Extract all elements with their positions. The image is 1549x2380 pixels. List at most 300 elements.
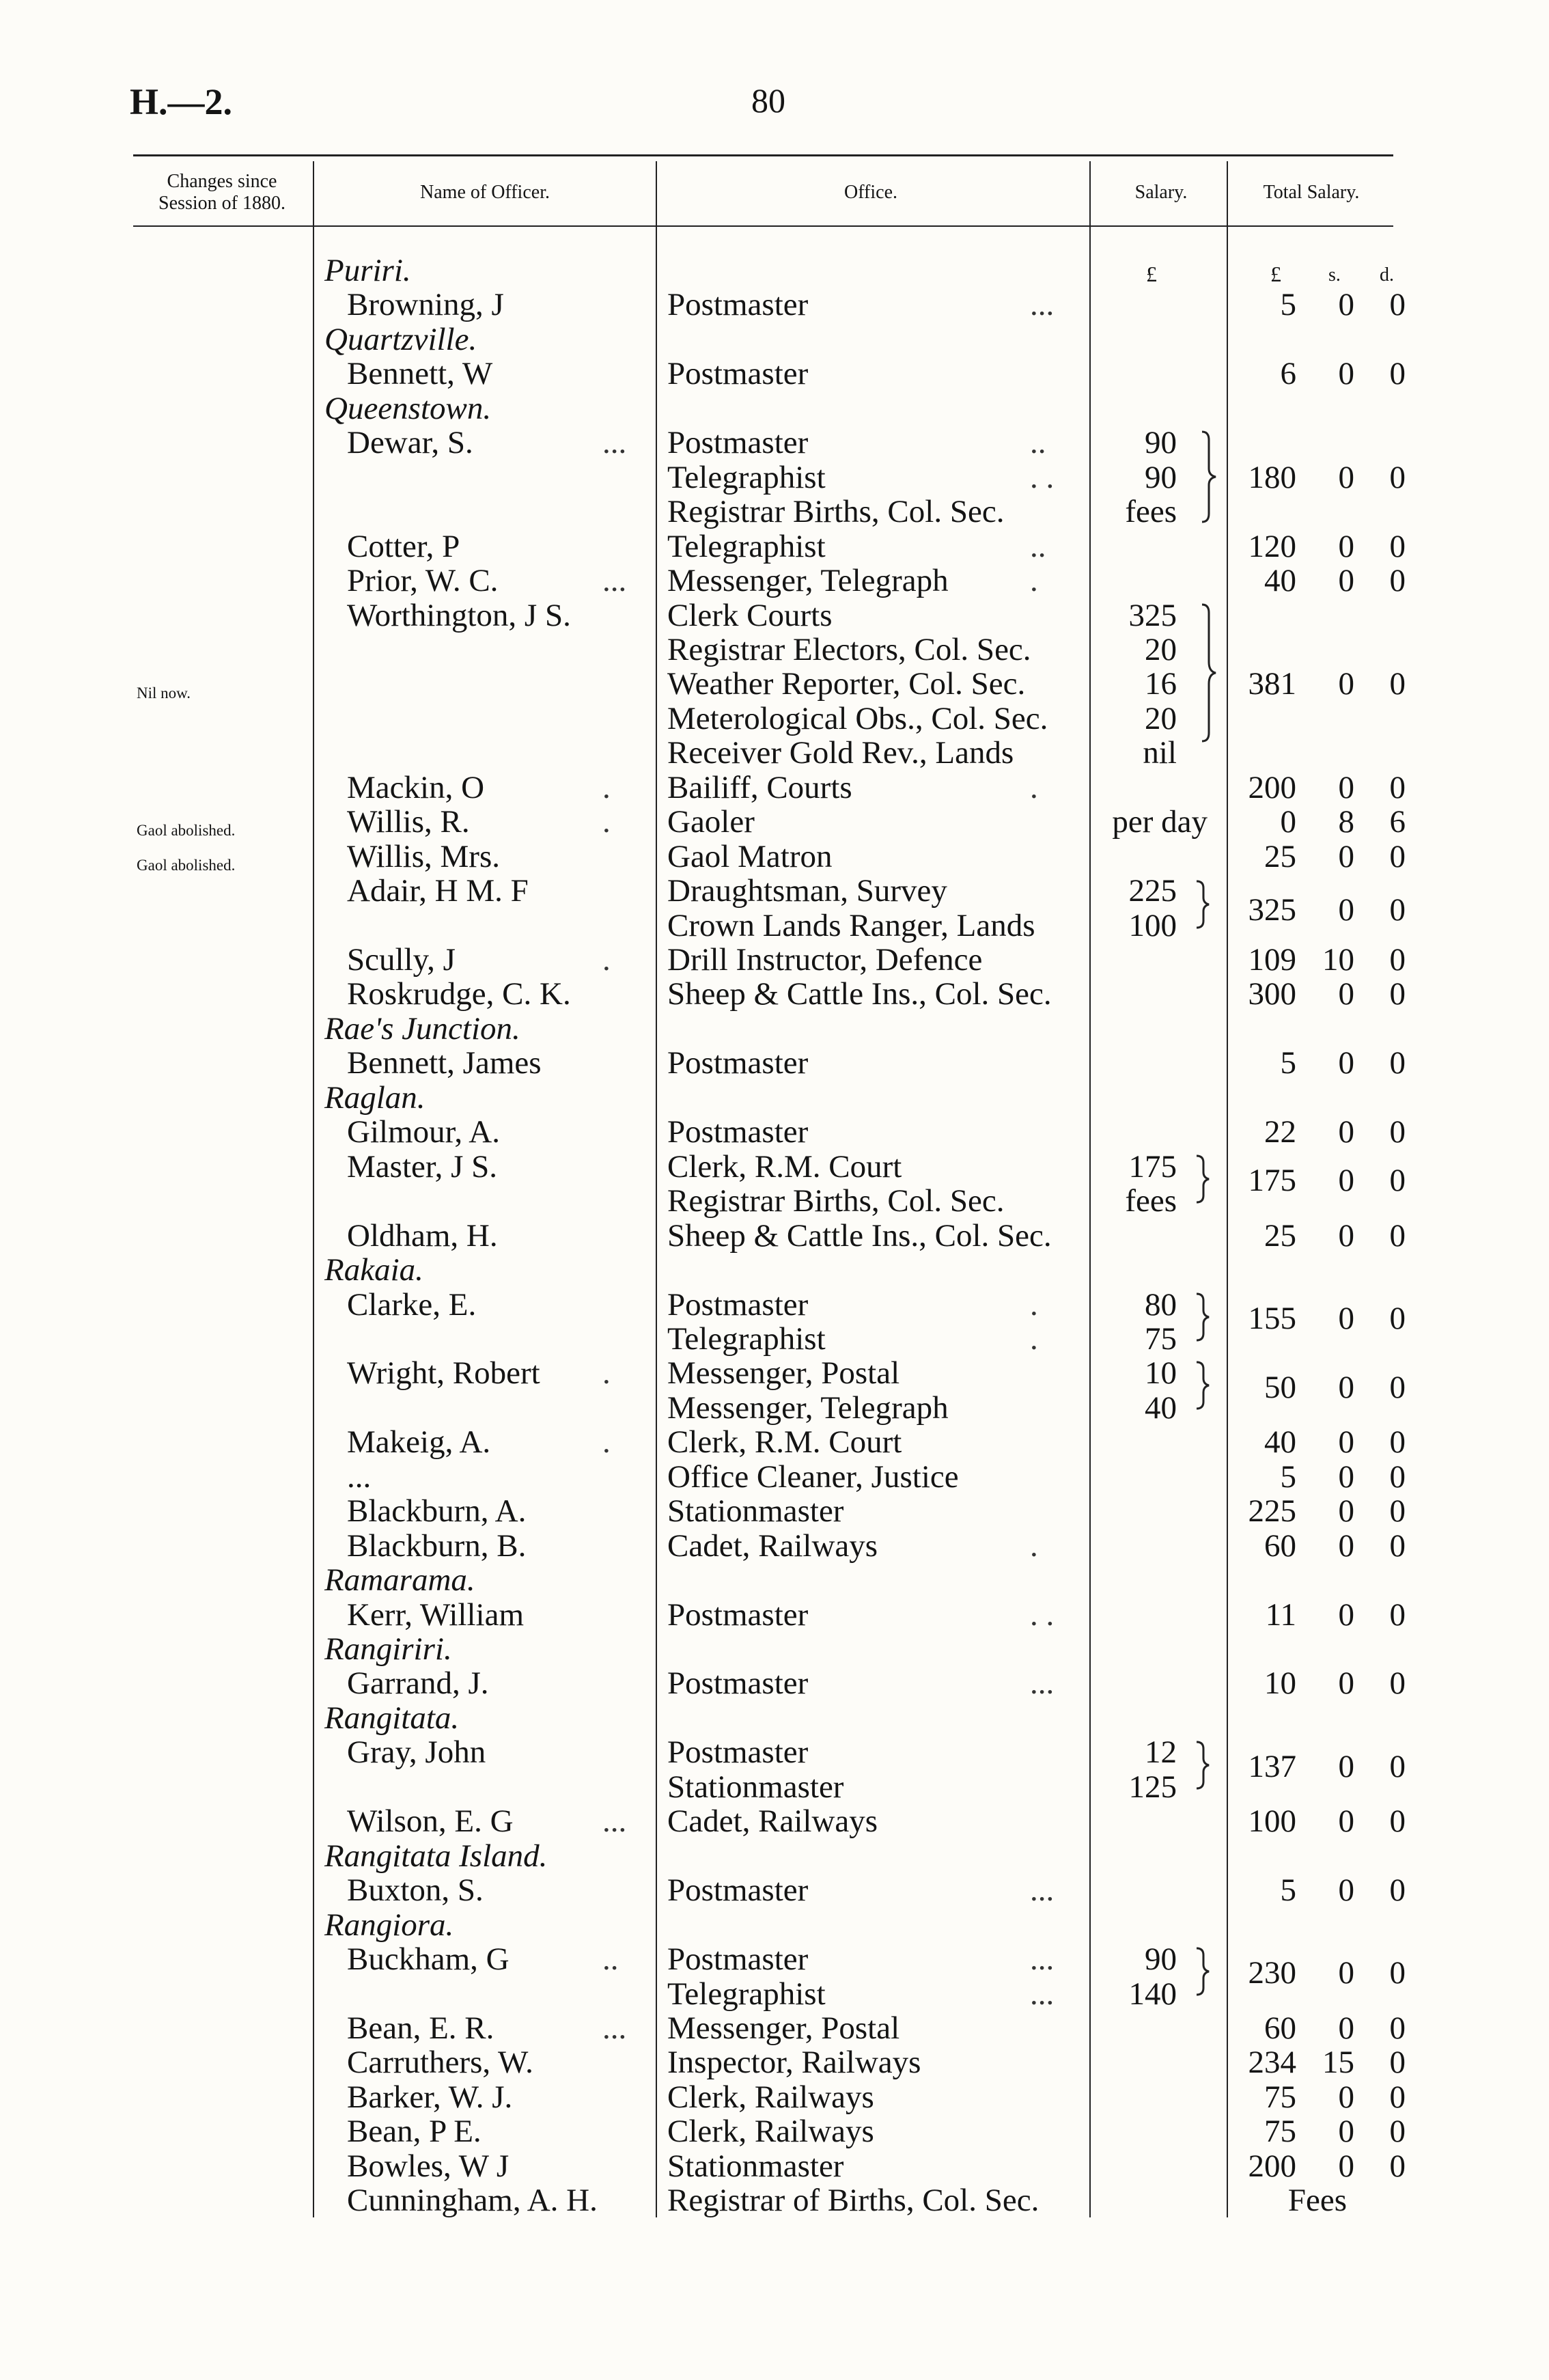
- table-row: [0, 2183, 1549, 2217]
- officer-name: Bean, P E.: [347, 2114, 482, 2149]
- leader-dots: .: [602, 1424, 611, 1460]
- officer-name: Willis, R.: [347, 804, 470, 840]
- total-shillings: 0: [1338, 1803, 1354, 1839]
- total-pounds: 5: [1280, 1045, 1296, 1081]
- office-title: Cadet, Railways: [667, 1803, 878, 1839]
- salary-value: per day: [1112, 804, 1208, 840]
- column-header-salary: Salary.: [1134, 182, 1188, 203]
- officer-name: Blackburn, A.: [347, 1493, 527, 1529]
- officer-name: Roskrudge, C. K.: [347, 976, 571, 1012]
- total-shillings: 0: [1338, 460, 1354, 495]
- office-title: Messenger, Postal: [667, 2010, 900, 2046]
- table-row: [0, 288, 1549, 322]
- total-pounds: 75: [1264, 2114, 1296, 2149]
- total-pounds: 381: [1248, 666, 1296, 702]
- total-pence: 0: [1389, 563, 1406, 598]
- total-pounds: 25: [1264, 839, 1296, 874]
- officer-name: Mackin, O: [347, 770, 485, 805]
- office-title: Draughtsman, Survey: [667, 873, 947, 909]
- officer-name: Bennett, James: [347, 1045, 542, 1081]
- total-pence: 0: [1389, 1045, 1406, 1081]
- officer-name: Carruthers, W.: [347, 2045, 533, 2080]
- table-row: [0, 1012, 1549, 1046]
- total-shillings: 0: [1338, 1493, 1354, 1529]
- total-shillings: 0: [1338, 2010, 1354, 2046]
- total-pounds: 60: [1264, 1528, 1296, 1564]
- column-header-total: Total Salary.: [1263, 182, 1360, 203]
- total-pence: 0: [1389, 2114, 1406, 2149]
- office-title: Stationmaster: [667, 1493, 844, 1529]
- salary-value: 325: [1128, 598, 1177, 633]
- table-row: [0, 426, 1549, 460]
- total-pence: 6: [1389, 804, 1406, 840]
- table-row: [0, 529, 1549, 564]
- salary-value: 100: [1128, 908, 1177, 943]
- total-shillings: 0: [1338, 2148, 1354, 2184]
- table-row: [0, 564, 1549, 598]
- leader-dots: .: [602, 804, 611, 840]
- leader-dots: ...: [1030, 1665, 1055, 1701]
- total-pounds: 137: [1248, 1749, 1296, 1784]
- office-title: Clerk, Railways: [667, 2114, 874, 2149]
- officer-name: Bennett, W: [347, 356, 493, 391]
- total-pounds: 120: [1248, 529, 1296, 564]
- salary-value: 225: [1128, 873, 1177, 909]
- officer-name: Clarke, E.: [347, 1287, 477, 1323]
- total-shillings: 0: [1338, 1163, 1354, 1198]
- total-shillings: 0: [1338, 1370, 1354, 1405]
- leader-dots: .: [1030, 1321, 1038, 1357]
- total-pounds: 230: [1248, 1955, 1296, 1991]
- total-pounds: 325: [1248, 892, 1296, 928]
- total-shillings: 0: [1338, 839, 1354, 874]
- total-pounds: 100: [1248, 1803, 1296, 1839]
- office-title: Telegraphist: [667, 1976, 826, 2012]
- total-pounds: 5: [1280, 1459, 1296, 1495]
- total-pounds: 10: [1264, 1665, 1296, 1701]
- office-title: Sheep & Cattle Ins., Col. Sec.: [667, 976, 1052, 1012]
- office-title: Postmaster: [667, 1045, 809, 1081]
- total-pence: 0: [1389, 356, 1406, 391]
- table-row: [0, 805, 1549, 839]
- total-shillings: 0: [1338, 1301, 1354, 1336]
- leader-dots: .: [1030, 1287, 1038, 1323]
- total-pence: 0: [1389, 1424, 1406, 1460]
- total-pence: 0: [1389, 839, 1406, 874]
- office-title: Postmaster: [667, 1872, 809, 1908]
- total-unit-shillings: s.: [1328, 264, 1341, 286]
- total-shillings: 10: [1322, 942, 1354, 978]
- table-row: [0, 1598, 1549, 1632]
- place-heading: Rangiriri.: [324, 1631, 452, 1667]
- officer-name: Dewar, S.: [347, 425, 473, 460]
- officer-name: Buxton, S.: [347, 1872, 484, 1908]
- total-pounds: 0: [1280, 804, 1296, 840]
- total-shillings: 0: [1338, 2114, 1354, 2149]
- table-row: [0, 1632, 1549, 1666]
- total-pence: 0: [1389, 1163, 1406, 1198]
- office-title: Postmaster: [667, 1734, 809, 1770]
- salary-value: fees: [1125, 494, 1177, 529]
- total-pence: 0: [1389, 1597, 1406, 1633]
- table-row: [0, 1219, 1549, 1253]
- salary-value: 125: [1128, 1769, 1177, 1805]
- table-row: [0, 1804, 1549, 1838]
- table-row: [0, 977, 1549, 1011]
- office-title: Clerk, R.M. Court: [667, 1424, 902, 1460]
- group-total: [0, 1163, 1549, 1198]
- office-title: Stationmaster: [667, 1769, 844, 1805]
- office-title: Registrar Births, Col. Sec.: [667, 1183, 1005, 1219]
- total-pounds: 5: [1280, 287, 1296, 322]
- group-total: [0, 1370, 1549, 1405]
- total-pounds: 225: [1248, 1493, 1296, 1529]
- table-row: [0, 2011, 1549, 2045]
- total-pence: 0: [1389, 942, 1406, 978]
- total-pounds: 175: [1248, 1163, 1296, 1198]
- place-heading: Rakaia.: [324, 1252, 423, 1288]
- leader-dots: . .: [1030, 1597, 1055, 1633]
- total-shillings: 0: [1338, 1424, 1354, 1460]
- total-pence: 0: [1389, 1218, 1406, 1254]
- total-pence: 0: [1389, 1528, 1406, 1564]
- officer-name: Blackburn, B.: [347, 1528, 527, 1564]
- total-pounds: 75: [1264, 2079, 1296, 2115]
- leader-dots: ...: [602, 425, 627, 460]
- office-title: Drill Instructor, Defence: [667, 942, 983, 978]
- officer-name: Browning, J: [347, 287, 504, 322]
- table-row: [0, 633, 1549, 667]
- office-title: Telegraphist: [667, 529, 826, 564]
- officer-name: Scully, J: [347, 942, 456, 978]
- salary-value: 80: [1145, 1287, 1177, 1323]
- table-row: [0, 736, 1549, 770]
- officer-name: ...: [347, 1459, 372, 1495]
- table-row: [0, 1908, 1549, 1942]
- total-pounds: 180: [1248, 460, 1296, 495]
- officer-name: Makeig, A.: [347, 1424, 491, 1460]
- table-row: [0, 1873, 1549, 1907]
- table-row: [0, 702, 1549, 736]
- leader-dots: ...: [602, 563, 627, 598]
- total-pence: 0: [1389, 2079, 1406, 2115]
- total-pence: 0: [1389, 976, 1406, 1012]
- salary-value: 90: [1145, 1941, 1177, 1977]
- office-title: Telegraphist: [667, 1321, 826, 1357]
- total-shillings: 0: [1338, 1459, 1354, 1495]
- change-note: Gaol abolished.: [137, 822, 236, 839]
- table-row: [0, 495, 1549, 529]
- total-pounds: 40: [1264, 1424, 1296, 1460]
- officer-name: Garrand, J.: [347, 1665, 489, 1701]
- office-title: Gaol Matron: [667, 839, 833, 874]
- salary-value: 90: [1145, 460, 1177, 495]
- office-title: Messenger, Telegraph: [667, 1390, 949, 1426]
- total-pounds: 300: [1248, 976, 1296, 1012]
- total-pounds: 6: [1280, 356, 1296, 391]
- officer-name: Master, J S.: [347, 1149, 498, 1185]
- leader-dots: .: [602, 942, 611, 978]
- office-title: Postmaster: [667, 1665, 809, 1701]
- salary-value: 175: [1128, 1149, 1177, 1185]
- header-bottom-rule: [133, 225, 1393, 227]
- total-pounds: 234: [1248, 2045, 1296, 2080]
- place-heading: Rangitata.: [324, 1700, 460, 1736]
- salary-value: 16: [1145, 666, 1177, 702]
- table-row: [0, 840, 1549, 874]
- office-title: Gaoler: [667, 804, 755, 840]
- place-heading: Puriri.: [324, 253, 411, 288]
- total-shillings: 0: [1338, 1872, 1354, 1908]
- office-title: Postmaster: [667, 287, 809, 322]
- total-shillings: 0: [1338, 976, 1354, 1012]
- total-pence: 0: [1389, 1370, 1406, 1405]
- total-unit-pence: d.: [1380, 264, 1394, 286]
- office-title: Cadet, Railways: [667, 1528, 878, 1564]
- leader-dots: ...: [1030, 1976, 1055, 2012]
- officer-name: Cunningham, A. H.: [347, 2183, 598, 2218]
- office-title: Messenger, Telegraph: [667, 563, 949, 598]
- officer-name: Willis, Mrs.: [347, 839, 500, 874]
- leader-dots: ...: [602, 1803, 627, 1839]
- total-pence: 0: [1389, 1665, 1406, 1701]
- leader-dots: .: [602, 770, 611, 805]
- total-pence: 0: [1389, 529, 1406, 564]
- officer-name: Bean, E. R.: [347, 2010, 494, 2046]
- table-row: [0, 1666, 1549, 1700]
- total-shillings: 0: [1338, 1749, 1354, 1784]
- total-pounds: 11: [1265, 1597, 1296, 1633]
- place-heading: Raglan.: [324, 1080, 425, 1116]
- total-pounds: 109: [1248, 942, 1296, 978]
- total-shillings: 0: [1338, 1528, 1354, 1564]
- table-row: [0, 667, 1549, 701]
- office-title: Receiver Gold Rev., Lands: [667, 735, 1014, 771]
- office-title: Postmaster: [667, 425, 809, 460]
- place-heading: Rae's Junction.: [324, 1011, 520, 1047]
- place-heading: Rangitata Island.: [324, 1838, 548, 1874]
- table-row: [0, 253, 1549, 288]
- change-note: Nil now.: [137, 684, 191, 702]
- salary-value: 20: [1145, 632, 1177, 667]
- table-row: [0, 1046, 1549, 1080]
- leader-dots: ..: [1030, 425, 1046, 460]
- total-pence: 0: [1389, 1872, 1406, 1908]
- office-title: Telegraphist: [667, 460, 826, 495]
- total-pence: 0: [1389, 1803, 1406, 1839]
- table-row: [0, 1701, 1549, 1735]
- officer-name: Adair, H M. F: [347, 873, 529, 909]
- place-heading: Quartzville.: [324, 322, 477, 357]
- table-row: [0, 1529, 1549, 1563]
- officer-name: Wilson, E. G: [347, 1803, 514, 1839]
- table-row: [0, 1563, 1549, 1597]
- total-pounds: 25: [1264, 1218, 1296, 1254]
- total-pence: 0: [1389, 666, 1406, 702]
- leader-dots: ...: [1030, 287, 1055, 322]
- group-total: [0, 893, 1549, 927]
- leader-dots: .: [602, 1355, 611, 1391]
- table-row: [0, 1494, 1549, 1528]
- header-top-rule: [133, 154, 1393, 156]
- office-title: Registrar Electors, Col. Sec.: [667, 632, 1031, 667]
- table-row: [0, 460, 1549, 495]
- officer-name: Buckham, G: [347, 1941, 510, 1977]
- office-title: Registrar Births, Col. Sec.: [667, 494, 1005, 529]
- office-title: Crown Lands Ranger, Lands: [667, 908, 1035, 943]
- total-shillings: 0: [1338, 1045, 1354, 1081]
- office-title: Registrar of Births, Col. Sec.: [667, 2183, 1039, 2218]
- office-title: Postmaster: [667, 1597, 809, 1633]
- total-pence: 0: [1389, 1493, 1406, 1529]
- office-title: Office Cleaner, Justice: [667, 1459, 959, 1495]
- officer-name: Barker, W. J.: [347, 2079, 513, 2115]
- total-shillings: 0: [1338, 1955, 1354, 1991]
- place-heading: Rangiora.: [324, 1907, 454, 1943]
- office-title: Postmaster: [667, 1287, 809, 1323]
- officer-name: Oldham, H.: [347, 1218, 498, 1254]
- salary-value: 10: [1145, 1355, 1177, 1391]
- leader-dots: ...: [602, 2010, 627, 2046]
- table-row: [0, 2149, 1549, 2183]
- total-shillings: 0: [1338, 287, 1354, 322]
- total-pence: 0: [1389, 2148, 1406, 2184]
- total-shillings: 0: [1338, 1114, 1354, 1150]
- officer-name: Cotter, P: [347, 529, 460, 564]
- table-row: [0, 357, 1549, 391]
- page-number: 80: [751, 81, 785, 120]
- office-title: Meterological Obs., Col. Sec.: [667, 701, 1048, 736]
- table-row: [0, 2045, 1549, 2079]
- salary-value: fees: [1125, 1183, 1177, 1219]
- total-pence: 0: [1389, 1459, 1406, 1495]
- leader-dots: ..: [1030, 529, 1046, 564]
- officer-name: Wright, Robert: [347, 1355, 540, 1391]
- office-title: Postmaster: [667, 356, 809, 391]
- table-row: [0, 1253, 1549, 1287]
- total-pence: 0: [1389, 2010, 1406, 2046]
- office-title: Postmaster: [667, 1114, 809, 1150]
- table-row: [0, 2080, 1549, 2114]
- officer-name: Gray, John: [347, 1734, 486, 1770]
- leader-dots: . .: [1030, 460, 1055, 495]
- salary-value: 12: [1145, 1734, 1177, 1770]
- table-row: [0, 1839, 1549, 1873]
- total-pounds: 22: [1264, 1114, 1296, 1150]
- officer-name: Worthington, J S.: [347, 598, 571, 633]
- change-note: Gaol abolished.: [137, 857, 236, 874]
- total-pence: 0: [1389, 1114, 1406, 1150]
- table-row: [0, 1115, 1549, 1149]
- table-row: [0, 1460, 1549, 1494]
- group-total: [0, 1301, 1549, 1336]
- total-shillings: 0: [1338, 356, 1354, 391]
- leader-dots: .: [1030, 563, 1038, 598]
- office-title: Clerk Courts: [667, 598, 833, 633]
- table-row: [0, 943, 1549, 977]
- total-shillings: 0: [1338, 770, 1354, 805]
- leader-dots: ...: [1030, 1941, 1055, 1977]
- total-note: Fees: [1287, 2183, 1347, 2218]
- total-shillings: 0: [1338, 666, 1354, 702]
- total-pence: 0: [1389, 770, 1406, 805]
- salary-value: 20: [1145, 701, 1177, 736]
- table-row: [0, 2114, 1549, 2148]
- total-shillings: 0: [1338, 529, 1354, 564]
- total-pence: 0: [1389, 1955, 1406, 1991]
- column-header-name: Name of Officer.: [420, 182, 550, 203]
- office-title: Weather Reporter, Col. Sec.: [667, 666, 1026, 702]
- total-pounds: 50: [1264, 1370, 1296, 1405]
- office-title: Clerk, R.M. Court: [667, 1149, 902, 1185]
- salary-value: nil: [1143, 735, 1177, 771]
- group-total: [0, 1749, 1549, 1784]
- table-row: [0, 771, 1549, 805]
- total-pounds: 5: [1280, 1872, 1296, 1908]
- total-shillings: 8: [1338, 804, 1354, 840]
- table-row: [0, 598, 1549, 633]
- total-shillings: 0: [1338, 1218, 1354, 1254]
- total-pounds: 40: [1264, 563, 1296, 598]
- total-pounds: 200: [1248, 2148, 1296, 2184]
- group-total: [0, 1956, 1549, 1990]
- total-pence: 0: [1389, 892, 1406, 928]
- total-shillings: 0: [1338, 892, 1354, 928]
- total-pounds: 155: [1248, 1301, 1296, 1336]
- leader-dots: .: [1030, 770, 1038, 805]
- salary-value: 140: [1128, 1976, 1177, 2012]
- salary-value: 40: [1145, 1390, 1177, 1426]
- total-unit-pounds: £: [1270, 262, 1281, 286]
- office-title: Clerk, Railways: [667, 2079, 874, 2115]
- place-heading: Ramarama.: [324, 1562, 475, 1598]
- total-pence: 0: [1389, 1301, 1406, 1336]
- office-title: Stationmaster: [667, 2148, 844, 2184]
- total-pounds: 200: [1248, 770, 1296, 805]
- table-row: [0, 322, 1549, 357]
- total-pence: 0: [1389, 287, 1406, 322]
- table-row: [0, 1425, 1549, 1459]
- officer-name: Gilmour, A.: [347, 1114, 500, 1150]
- total-shillings: 0: [1338, 563, 1354, 598]
- total-shillings: 0: [1338, 1665, 1354, 1701]
- total-shillings: 0: [1338, 1597, 1354, 1633]
- leader-dots: .: [1030, 1528, 1038, 1564]
- officer-name: Bowles, W J: [347, 2148, 510, 2184]
- office-title: Postmaster: [667, 1941, 809, 1977]
- total-pence: 0: [1389, 2045, 1406, 2080]
- office-title: Messenger, Postal: [667, 1355, 900, 1391]
- total-pence: 0: [1389, 1749, 1406, 1784]
- place-heading: Queenstown.: [324, 391, 492, 426]
- leader-dots: ...: [1030, 1872, 1055, 1908]
- salary-value: 75: [1145, 1321, 1177, 1357]
- officer-name: Kerr, William: [347, 1597, 525, 1633]
- total-pence: 0: [1389, 460, 1406, 495]
- salary-unit: £: [1146, 262, 1157, 286]
- salary-value: 90: [1145, 425, 1177, 460]
- column-header-office: Office.: [844, 182, 897, 203]
- office-title: Inspector, Railways: [667, 2045, 921, 2080]
- column-header-changes: Changes since Session of 1880.: [158, 171, 285, 214]
- total-pounds: 60: [1264, 2010, 1296, 2046]
- table-row: [0, 391, 1549, 426]
- total-shillings: 15: [1322, 2045, 1354, 2080]
- leader-dots: ..: [602, 1941, 619, 1977]
- officer-name: Prior, W. C.: [347, 563, 499, 598]
- office-title: Sheep & Cattle Ins., Col. Sec.: [667, 1218, 1052, 1254]
- total-shillings: 0: [1338, 2079, 1354, 2115]
